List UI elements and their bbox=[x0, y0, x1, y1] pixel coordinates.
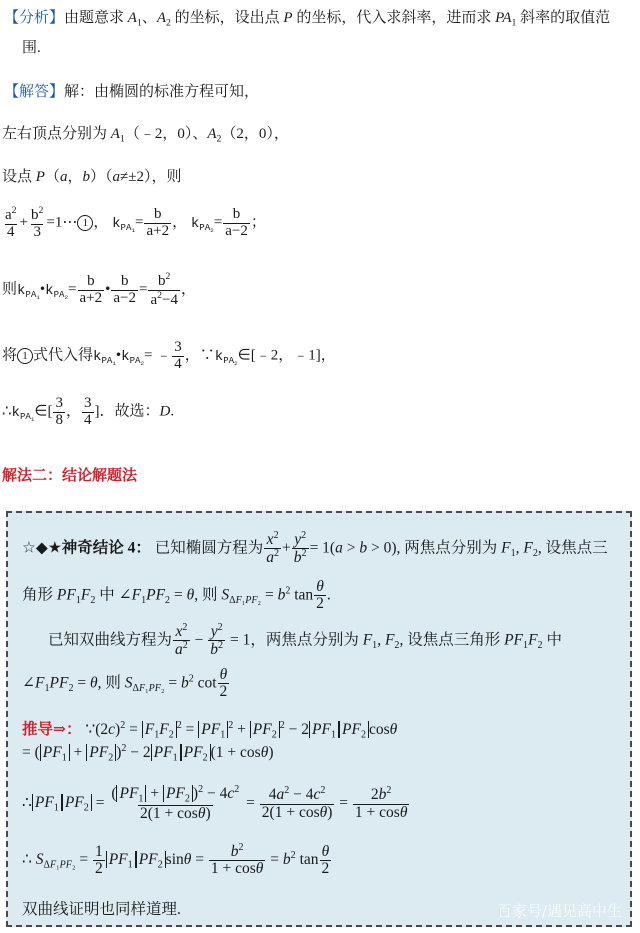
method2-title: 解法二：结论解题法 bbox=[2, 468, 138, 484]
closing-statement: 双曲线证明也同样道理. bbox=[22, 901, 181, 918]
solution-point: 设点 P（a，b）（a≠±2），则 bbox=[2, 169, 182, 185]
equation-4: $\therefore k_{PA_1}\in$[ $\frac{3}{8}$ ， $\frac{3}{4}$ ]．故选：D. bbox=[2, 395, 175, 428]
equation-1: $\frac{a^2}{4}$ + $\frac{b^2}{3}$ =1⋯ 1 ， $k_{PA_1}=$ $\frac{b}{a+2}$ ， $k_{PA_2}=$ $\frac{b}{a-2}$ ； bbox=[5, 205, 266, 240]
derivation-line-1: 推导⇒： $\because(2c)^2 = F_1F_2^2 = PF_1^2 + PF_2^2 - 2$ $PF_1$ $PF_2$ cosθ bbox=[22, 719, 398, 741]
derivation-label: 推导⇒： bbox=[22, 721, 82, 738]
star-diamond-icons: ☆◆★ bbox=[22, 539, 62, 557]
analysis-label: 【分析】 bbox=[4, 10, 65, 26]
hyperbola-statement-1: 已知双曲线方程为 $\frac{x^2}{a^2}$ − $\frac{y^2}{b^2}$ = 1，两焦点分别为 $F_1$, $F_2$, 设焦点三角形 $PF_1F_2$ 中 bbox=[48, 622, 562, 659]
derivation-line-3: ∴ $PF_1$ $PF_2$ = $\frac{( PF_1 + PF_2 )^2 - 4c^2}{2(1 + \cos\theta)}$ = $\frac{4a^2 - 4c^2}{2(1 + \cos\theta)}$ = $\frac{2b^2}{1 + \cos\theta}$ bbox=[22, 784, 408, 823]
analysis-line-1: 【分析】由题意求 $A_1$、$A_2$ 的坐标，设出点 P 的坐标，代入求斜率，进而求 $PA_1$ 斜率的取值范 bbox=[4, 10, 611, 29]
conclusion-box bbox=[6, 511, 632, 927]
ellipse-statement-1: ☆◆★神奇结论 4： 已知椭圆方程为 $\frac{x^2}{a^2}$ + $\frac{y^2}{b^2}$ = 1(a > b > 0), 两焦点分别为 $F_1$, $F_2$, 设焦点三 bbox=[22, 530, 608, 567]
hyperbola-statement-2: $\angle F_1PF_2 = \theta$, 则 $S_{\Delta F_1PF_2} = b^2$ cot $\frac{\theta}{2}$ bbox=[22, 666, 228, 701]
solution-intro: 【解答】解：由椭圆的标准方程可知， bbox=[4, 84, 260, 100]
equation-3: 将 1 式代入得$k_{PA_1}•k_{PA_2}=$ ﹣ $\frac{3}{4}$ ，$\because k_{PA_2}\in[﹣2$，﹣1]， bbox=[2, 339, 336, 372]
solution-label: 【解答】 bbox=[4, 84, 65, 100]
analysis-line-2: 围. bbox=[22, 40, 41, 56]
ellipse-statement-2: 角形 $PF_1F_2$ 中 $\angle F_1PF_2 = \theta$, 则 $S_{\Delta F_1PF_2} = b^2$ tan $\frac{\theta}{2}$ . bbox=[22, 578, 331, 613]
equation-2: 则$k_{PA_1}•k_{PA_2}=$ $\frac{b}{a+2}$ • $\frac{b}{a-2}$ = $\frac{b^2}{a^2-4}$ ， bbox=[2, 271, 197, 308]
watermark: 百家号/遇见高中生 bbox=[496, 902, 622, 920]
derivation-line-4: ∴ $S_{\Delta F_1PF_2}$ = $\frac{1}{2}$ $PF_1$ $PF_2$ sinθ = $\frac{b^2}{1 + \cos\theta}$ = $b^2$ tan $\frac{\theta}{2}$ bbox=[22, 842, 330, 878]
derivation-line-2: = ( $PF_1 + PF_2$ )$^2$ − 2 $PF_1$ $PF_2$ (1 + cosθ) bbox=[22, 743, 274, 764]
conclusion-heading: 神奇结论 4： bbox=[61, 539, 151, 557]
solution-vertices: 左右顶点分别为 $A_1(﹣2$，0）、$A_2(2$，0）， bbox=[2, 126, 289, 145]
